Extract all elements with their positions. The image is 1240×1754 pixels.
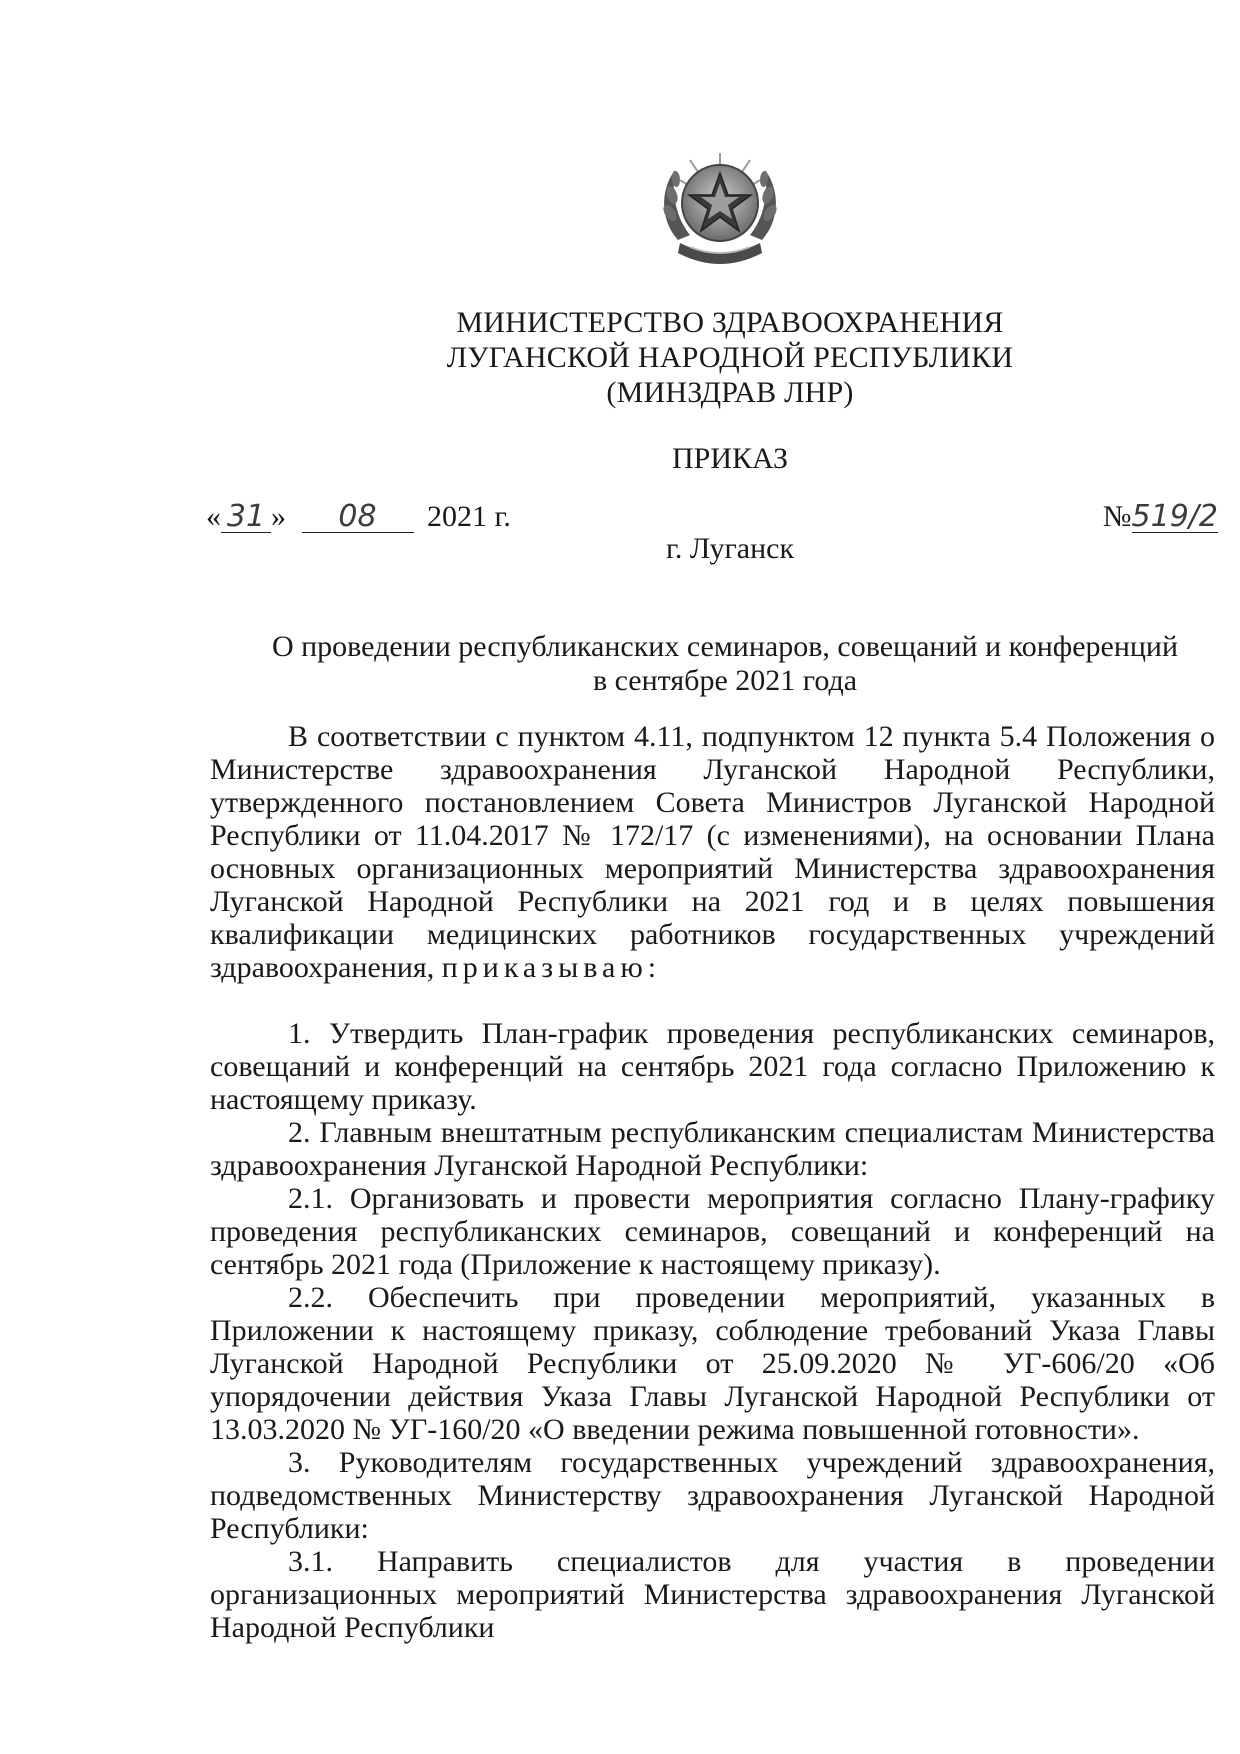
paragraph-1: 1. Утвердить План-график проведения республиканских семинаров, совещаний и конференций на сентябрь 2021 года согласно Приложению к настоящему приказу.	[210, 1017, 1215, 1116]
ministry-name-line1: МИНИСТЕРСТВО ЗДРАВООХРАНЕНИЯ	[456, 306, 1004, 339]
order-body	[210, 720, 1215, 1644]
number-sign: №	[1102, 500, 1132, 533]
preamble-text: В соответствии с пунктом 4.11, подпунктом 12 пункта 5.4 Положения о Министерстве здравоохранения Луганской Народной Республики, утвержденного постановлением Совета Министров Луганской Народной Республики от 11.04.2017 № 172/17 (с изменениями), на основании Плана основных организационных мероприятий Министерства здравоохранения Луганской Народной Республики на 2021 год и в целях повышения квалификации медицинских работников государственных учреждений здравоохранения,	[210, 720, 1215, 984]
order-year: 2021 г.	[427, 500, 511, 533]
subject-line1: О проведении республиканских семинаров, совещаний и конференций	[271, 630, 1179, 663]
order-number-value: 519/2	[1131, 499, 1218, 534]
paragraph-2-2: 2.2. Обеспечить при проведении мероприятий, указанных в Приложении к настоящему приказу, соблюдение требований Указа Главы Луганской Народной Республики от 25.09.2020 № УГ-606/20 «Об упорядочении действия Указа Главы Луганской Народной Республики от 13.03.2020 № УГ-160/20 «О введении режима повышенной готовности».	[210, 1281, 1215, 1446]
paragraph-3: 3. Руководителям государственных учреждений здравоохранения, подведомственных Министерству здравоохранения Луганской Народной Республики:	[210, 1446, 1215, 1545]
order-city: г. Луганск	[665, 532, 795, 565]
preamble-paragraph	[210, 720, 1215, 984]
order-number	[1103, 500, 1218, 534]
subject-line2: в сентябре 2021 года	[592, 664, 858, 697]
ministry-abbreviation: (МИНЗДРАВ ЛНР)	[606, 376, 854, 409]
paragraph-3-1: 3.1. Направить специалистов для участия в проведении организационных мероприятий Министерства здравоохранения Луганской Народной Республики	[210, 1545, 1215, 1644]
order-date	[206, 500, 511, 534]
order-subject	[260, 630, 1190, 698]
paragraph-2: 2. Главным внештатным республиканским специалистам Министерства здравоохранения Луганской Народной Республики:	[210, 1116, 1215, 1182]
quote-open: «	[206, 500, 221, 533]
paragraph-2-1: 2.1. Организовать и провести мероприятия согласно Плану-графику проведения республиканских семинаров, совещаний и конференций на сентябрь 2021 года (Приложение к настоящему приказу).	[210, 1182, 1215, 1281]
order-day: 31	[221, 502, 271, 533]
quote-close: »	[271, 500, 286, 533]
state-emblem-icon	[650, 135, 790, 275]
ministry-header	[380, 305, 1080, 410]
ministry-name-line2: ЛУГАНСКОЙ НАРОДНОЙ РЕСПУБЛИКИ	[446, 341, 1014, 374]
order-month: 08	[302, 502, 414, 533]
order-word: приказываю:	[441, 951, 662, 984]
order-title: ПРИКАЗ	[672, 442, 788, 475]
